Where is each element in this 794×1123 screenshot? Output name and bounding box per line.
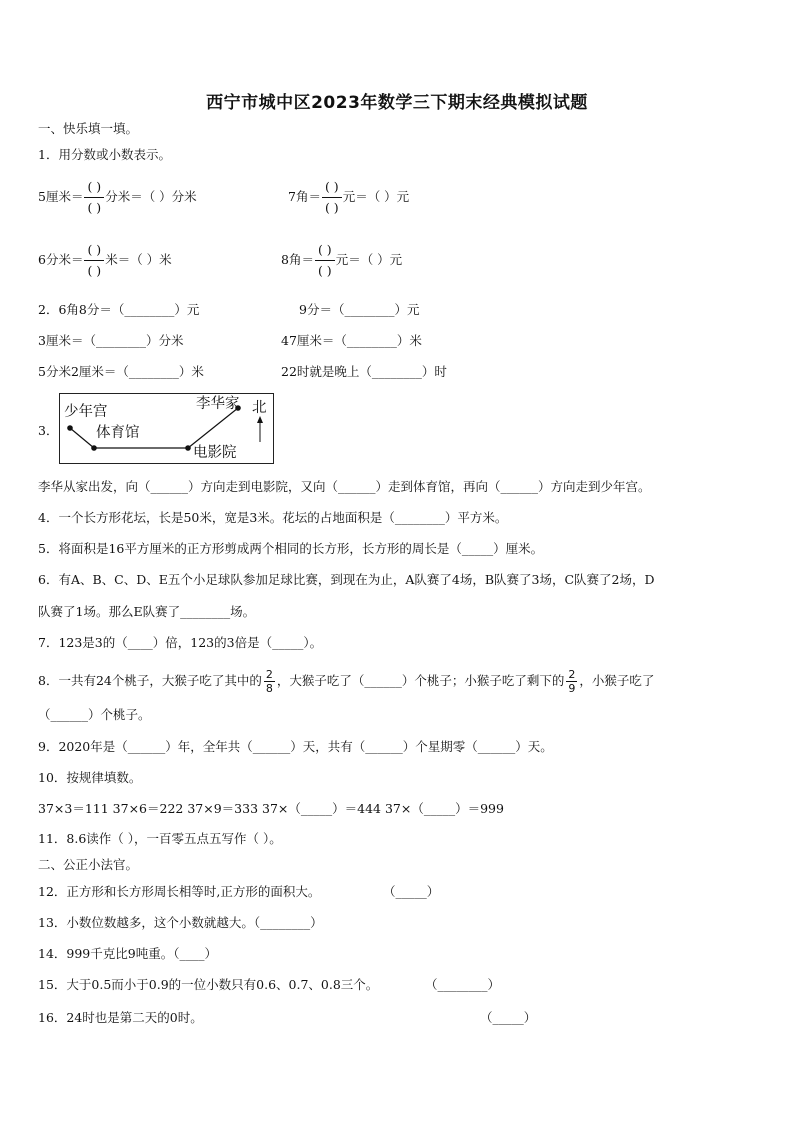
section-1-heading: 一、快乐填一填。 — [38, 121, 139, 136]
fraction-blank: $\frac{( )}{( )}$ — [315, 241, 335, 280]
question-1-row-2a: 6分米＝ $\frac{( )}{( )}$ 米＝（ ）米 — [38, 242, 172, 278]
map-label-lihuajia: 李华家 — [196, 396, 240, 412]
question-9: 9．2020年是（______）年，全年共（______）天，共有（______）个星期零（______）天。 — [38, 739, 553, 754]
question-16: 16．24时也是第二天的0时。 — [38, 1010, 203, 1025]
fraction-two-ninths: $\frac{2}{9}$ — [568, 668, 576, 695]
question-1-row-2b: 8角＝ $\frac{( )}{( )}$ 元＝（ ）元 — [281, 242, 403, 278]
map-label-dianyingyuan: 电影院 — [193, 445, 237, 461]
question-14: 14．999千克比9吨重。（____） — [38, 946, 217, 961]
map-label-shaoniangong: 少年宫 — [64, 404, 108, 420]
question-10-pattern: 37×3＝111 37×6＝222 37×9＝333 37×（_____）＝444 37×（_____）＝999 — [38, 801, 504, 816]
question-1-label: 1．用分数或小数表示。 — [38, 147, 171, 162]
question-2a: 2．6角8分＝（________）元 — [38, 302, 200, 317]
question-3-text: 李华从家出发，向（______）方向走到电影院，又向（______）走到体育馆，再向（______）方向走到少年宫。 — [38, 479, 651, 494]
map-label-north: 北 — [252, 400, 267, 416]
fraction-blank: $\frac{( )}{( )}$ — [322, 178, 342, 217]
question-15-blank: （________） — [425, 977, 501, 992]
question-15: 15．大于0.5而小于0.9的一位小数只有0.6、0.7、0.8三个。 — [38, 977, 379, 992]
page-title: 西宁市城中区2023年数学三下期末经典模拟试题 — [206, 93, 588, 113]
fraction-two-eighths: $\frac{2}{8}$ — [265, 668, 273, 695]
question-2e: 5分米2厘米＝（________）米 — [38, 364, 204, 379]
question-8-line-1: 8．一共有24个桃子，大猴子吃了其中的 $\frac{2}{8}$ ，大猴子吃了（______）个桃子；小猴子吃了剩下的 $\frac{2}{9}$ ，小猴子吃了 — [38, 668, 655, 695]
question-7: 7．123是3的（____）倍，123的3倍是（_____）。 — [38, 635, 323, 650]
question-13: 13．小数位数越多，这个小数就越大。（________） — [38, 915, 323, 930]
question-11: 11．8.6读作（ ），一百零五点五写作（ ）。 — [38, 831, 282, 846]
fraction-blank: $\frac{( )}{( )}$ — [84, 178, 104, 217]
question-2f: 22时就是晚上（________）时 — [281, 364, 447, 379]
question-16-blank: （_____） — [480, 1010, 537, 1025]
fraction-blank: $\frac{( )}{( )}$ — [84, 241, 104, 280]
question-8-line-2: （______）个桃子。 — [38, 707, 151, 722]
question-2b: 9分＝（________）元 — [299, 302, 420, 317]
question-2c: 3厘米＝（________）分米 — [38, 333, 184, 348]
question-10-label: 10．按规律填数。 — [38, 770, 142, 785]
direction-map — [59, 393, 274, 464]
question-12-blank: （_____） — [383, 884, 440, 899]
question-3-number: 3． — [38, 423, 59, 438]
map-label-tiyuguan: 体育馆 — [96, 425, 140, 441]
question-5: 5．将面积是16平方厘米的正方形剪成两个相同的长方形，长方形的周长是（_____）厘米。 — [38, 541, 544, 556]
question-1-row-1a: 5厘米＝ $\frac{( )}{( )}$ 分米＝（ ）分米 — [38, 179, 197, 215]
question-12: 12．正方形和长方形周长相等时,正方形的面积大。 — [38, 884, 321, 899]
question-2d: 47厘米＝（________）米 — [281, 333, 422, 348]
question-4: 4．一个长方形花坛，长是50米，宽是3米。花坛的占地面积是（________）平方米。 — [38, 510, 508, 525]
question-1-row-1b: 7角＝ $\frac{( )}{( )}$ 元＝（ ）元 — [288, 179, 410, 215]
section-2-heading: 二、公正小法官。 — [38, 857, 139, 872]
question-6-line-1: 6．有A、B、C、D、E五个小足球队参加足球比赛，到现在为止，A队赛了4场，B队赛了3场，C队赛了2场，D — [38, 572, 655, 587]
question-6-line-2: 队赛了1场。那么E队赛了________场。 — [38, 604, 256, 619]
